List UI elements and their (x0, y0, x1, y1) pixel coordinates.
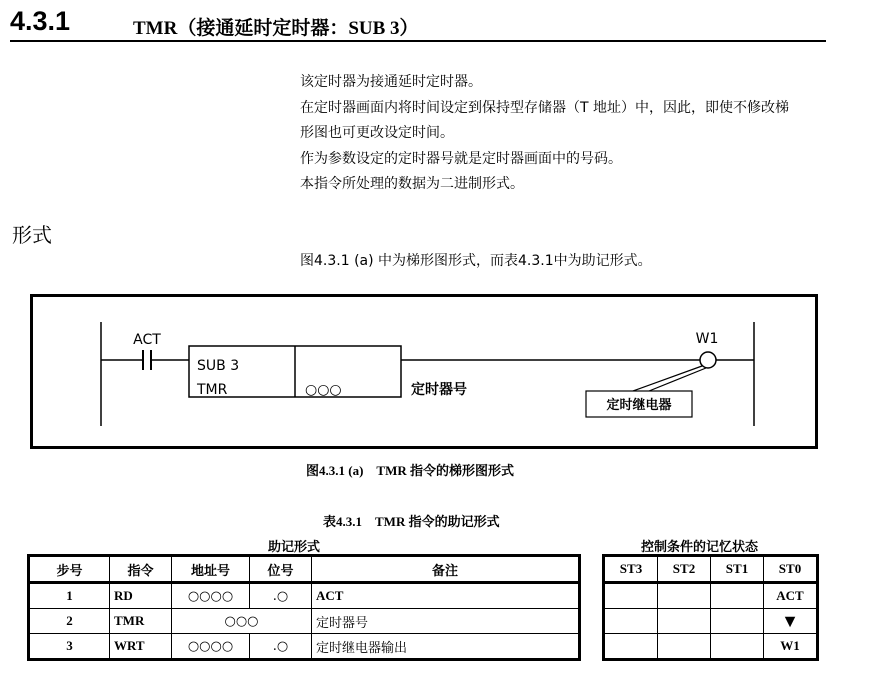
intro-line-5: 本指令所处理的数据为二进制形式。 (300, 176, 524, 192)
section-title: TMR（接通延时定时器：SUB 3） (133, 18, 419, 39)
st0-cell: ACT (764, 583, 817, 609)
remarks: ACT (312, 583, 579, 609)
coil-symbol (700, 352, 716, 368)
remarks: 定时器号 (312, 609, 579, 634)
st1-cell (711, 609, 764, 634)
contact-label: ACT (133, 332, 161, 348)
address-number: ○○○○ (172, 583, 250, 609)
st3-cell (605, 609, 658, 634)
memory-state-table (604, 556, 817, 659)
bit-number: .○ (250, 634, 312, 659)
instruction: WRT (110, 634, 172, 659)
down-arrow-icon: ▼ (764, 609, 817, 634)
instruction: TMR (110, 609, 172, 634)
callout-line-1 (633, 366, 702, 391)
step-number: 1 (30, 583, 110, 609)
table-row (30, 634, 579, 659)
figure-caption: 图4.3.1 (a) TMR 指令的梯形图形式 (306, 463, 514, 478)
step-number: 3 (30, 634, 110, 659)
function-code: SUB 3 (197, 358, 240, 374)
ladder-diagram (30, 294, 818, 449)
intro-line-3: 形图也可更改设定时间。 (300, 125, 454, 141)
address-number: ○○○ (172, 609, 312, 634)
st2-cell (658, 583, 711, 609)
header-st2: ST2 (658, 557, 711, 583)
bit-number: .○ (250, 583, 312, 609)
memory-group-label: 控制条件的记忆状态 (641, 539, 759, 554)
table-row (30, 583, 579, 609)
st3-cell (605, 634, 658, 659)
header-bit: 位号 (250, 557, 312, 583)
table-row (605, 583, 817, 609)
parameter-description: 定时器号 (411, 382, 467, 398)
mnemonic-header-row (30, 557, 579, 583)
table-row (30, 609, 579, 634)
instruction: RD (110, 583, 172, 609)
intro-line-4: 作为参数设定的定时器号就是定时器画面中的号码。 (300, 151, 622, 167)
st2-cell (658, 634, 711, 659)
section-number: 4.3.1 (10, 6, 71, 36)
mnemonic-group-label: 助记形式 (268, 539, 321, 554)
table-row (605, 609, 817, 634)
st3-cell (605, 583, 658, 609)
coil-label: W1 (695, 331, 719, 347)
header-st0: ST0 (764, 557, 817, 583)
header-remarks: 备注 (312, 557, 579, 583)
coil-callout-text: 定时继电器 (606, 398, 672, 413)
st1-cell (711, 634, 764, 659)
header-st3: ST3 (605, 557, 658, 583)
parameter-value: ○○○ (305, 382, 342, 398)
step-number: 2 (30, 609, 110, 634)
st0-cell: W1 (764, 634, 817, 659)
section-divider (10, 40, 826, 42)
mnemonic-table (29, 556, 579, 659)
intro-line-1: 该定时器为接通延时定时器。 (300, 74, 482, 90)
st1-cell (711, 583, 764, 609)
function-name: TMR (197, 382, 228, 398)
memory-header-row (605, 557, 817, 583)
header-step: 步号 (30, 557, 110, 583)
table-caption: 表4.3.1 TMR 指令的助记形式 (323, 514, 500, 529)
intro-line-2: 在定时器画面内将时间设定到保持型存储器（T 地址）中，因此，即使不修改梯 (300, 100, 789, 116)
st2-cell (658, 609, 711, 634)
remarks: 定时继电器输出 (312, 634, 579, 659)
figure-reference: 图4.3.1 (a) 中为梯形图形式，而表4.3.1中为助记形式。 (300, 253, 652, 269)
table-row (605, 634, 817, 659)
header-address: 地址号 (172, 557, 250, 583)
header-instruction: 指令 (110, 557, 172, 583)
address-number: ○○○○ (172, 634, 250, 659)
format-heading: 形式 (12, 223, 52, 247)
header-st1: ST1 (711, 557, 764, 583)
callout-line-2 (649, 368, 706, 391)
